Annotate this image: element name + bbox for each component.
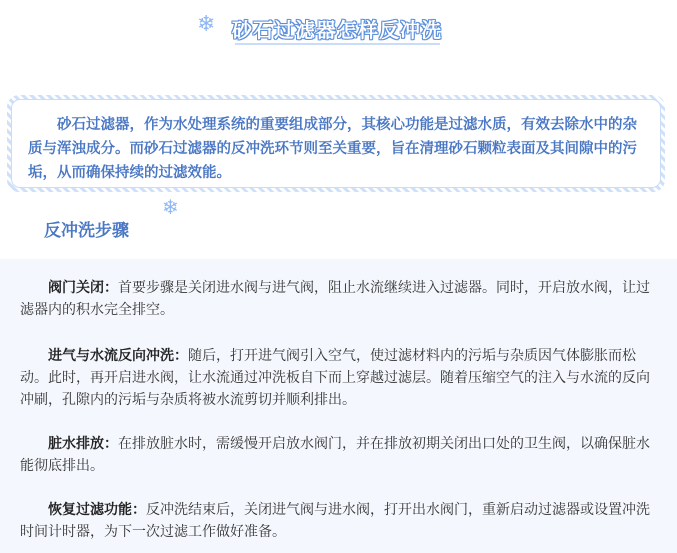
article-header [0,8,677,52]
step-title: 恢复过滤功能： [48,502,146,518]
intro-box [7,95,665,192]
step-paragraph [20,499,660,543]
title-underline [235,43,440,45]
step-body: 随后，打开进气阀引入空气，使过滤材料内的污垢与杂质因气体膨胀而松动。此时，再开启进水阀，让水流通过冲洗板自下而上穿越过滤层。随着压缩空气的注入与水流的反向冲刷，孔隙内的污垢与杂质将被水流剪切并顺利排出。 [20,348,650,408]
intro-text: 砂石过滤器，作为水处理系统的重要组成部分，其核心功能是过滤水质，有效去除水中的杂质与浑浊成分。而砂石过滤器的反冲洗环节则至关重要，旨在清理砂石颗粒表面及其间隙中的污垢，从而确保持续的过滤效能。 [28,117,637,181]
step-title: 脏水排放： [48,436,118,452]
step-body: 首要步骤是关闭进水阀与进气阀，阻止水流继续进入过滤器。同时，开启放水阀，让过滤器内的积水完全排空。 [20,280,650,318]
intro-box-inner [11,99,661,188]
snowflake-icon: ❄ [197,12,216,37]
steps-panel [0,259,677,553]
step-paragraph [20,433,660,477]
section-heading: 反冲洗步骤 [44,221,129,241]
step-paragraph [20,277,660,321]
step-title: 进气与水流反向冲洗： [48,348,188,364]
snowflake-icon: ❄ [162,195,179,219]
step-body: 在排放脏水时，需缓慢开启放水阀门，并在排放初期关闭出口处的卫生阀，以确保脏水能彻底排出。 [20,436,650,474]
step-body: 反冲洗结束后，关闭进气阀与进水阀，打开出水阀门，重新启动过滤器或设置冲洗时间计时器，为下一次过滤工作做好准备。 [20,502,650,540]
article-title: 砂石过滤器怎样反冲洗 [232,18,442,42]
step-paragraph [20,345,660,411]
step-title: 阀门关闭： [48,280,118,296]
